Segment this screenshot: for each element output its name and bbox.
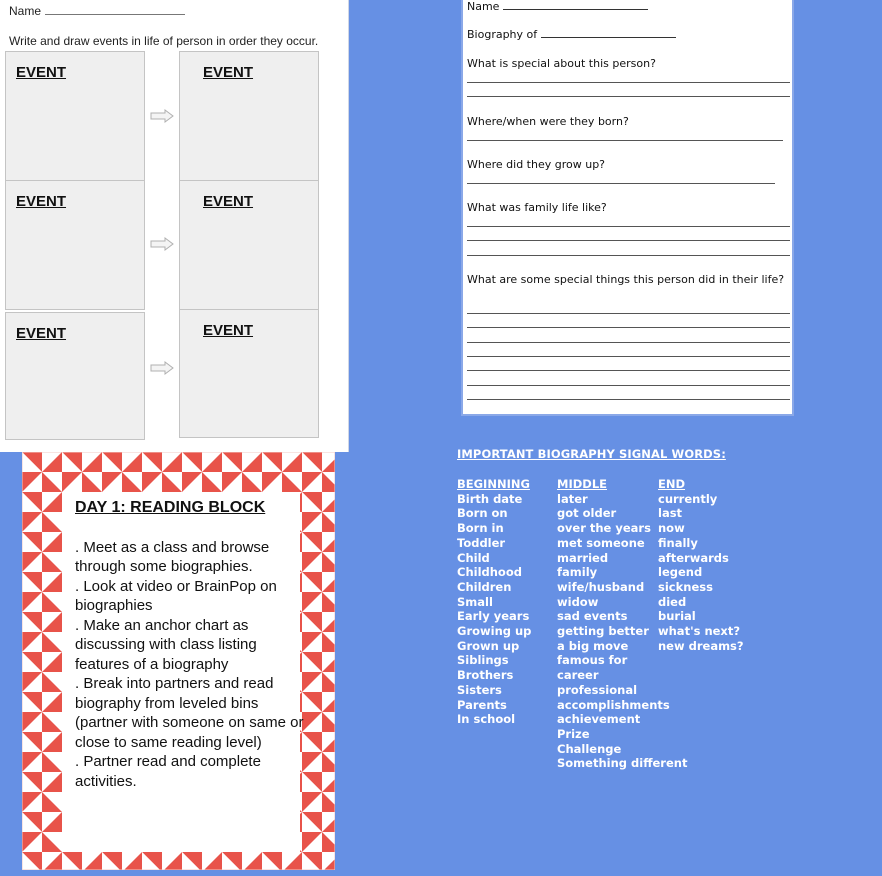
signal-word: family bbox=[557, 565, 598, 580]
column-header: END bbox=[658, 477, 686, 491]
answer-line[interactable] bbox=[467, 140, 783, 141]
answer-line[interactable] bbox=[467, 399, 790, 400]
column-header: MIDDLE bbox=[557, 477, 607, 491]
signal-word: new dreams? bbox=[658, 638, 744, 653]
signal-word: sad events bbox=[557, 609, 628, 624]
signal-word: Challenge bbox=[557, 741, 622, 756]
signal-word: burial bbox=[658, 609, 696, 624]
name-blank[interactable] bbox=[45, 4, 185, 15]
event-box[interactable] bbox=[5, 180, 145, 310]
answer-line[interactable] bbox=[467, 356, 790, 357]
signal-word: last bbox=[658, 506, 683, 521]
signal-word: finally bbox=[658, 535, 698, 550]
signal-word: Grown up bbox=[457, 638, 520, 653]
reading-block-content bbox=[75, 498, 305, 791]
reading-block-item: . Break into partners and read biography from leveled bins (partner with someone on same or close to same reading level) bbox=[75, 675, 304, 751]
signal-words-heading: IMPORTANT BIOGRAPHY SIGNAL WORDS: bbox=[457, 447, 726, 461]
biography-of-field[interactable] bbox=[467, 28, 676, 41]
answer-line[interactable] bbox=[467, 370, 790, 371]
answer-line[interactable] bbox=[467, 385, 790, 386]
signal-word: getting better bbox=[557, 624, 649, 639]
event-box[interactable] bbox=[179, 180, 319, 310]
answer-line[interactable] bbox=[467, 255, 790, 256]
question-born: Where/when were they born? bbox=[467, 115, 629, 128]
signal-word: Child bbox=[457, 550, 490, 565]
signal-word: Early years bbox=[457, 609, 530, 624]
event-box[interactable] bbox=[179, 51, 319, 181]
reading-block-item: . Partner read and complete activities. bbox=[75, 753, 261, 790]
right-arrow-icon bbox=[150, 109, 174, 123]
signal-word: sickness bbox=[658, 579, 713, 594]
signal-word: afterwards bbox=[658, 550, 729, 565]
signal-word: Parents bbox=[457, 697, 507, 712]
signal-word: over the years bbox=[557, 521, 651, 536]
reading-block-card bbox=[22, 452, 335, 870]
answer-line[interactable] bbox=[467, 342, 790, 343]
answer-line[interactable] bbox=[467, 327, 790, 328]
column-header: BEGINNING bbox=[457, 477, 530, 491]
signal-word: career bbox=[557, 668, 599, 683]
signal-word: got older bbox=[557, 506, 617, 521]
signal-word: currently bbox=[658, 491, 718, 506]
signal-word: what's next? bbox=[658, 624, 741, 639]
event-label: EVENT bbox=[203, 322, 254, 339]
signal-word: Born on bbox=[457, 506, 508, 521]
signal-word: Birth date bbox=[457, 491, 523, 506]
reading-block-title: DAY 1: READING BLOCK bbox=[75, 499, 266, 516]
name-field[interactable] bbox=[467, 0, 648, 13]
signal-word: legend bbox=[658, 565, 703, 580]
right-arrow-icon bbox=[150, 237, 174, 251]
reading-block-item: . Make an anchor chart as discussing with class listing features of a biography bbox=[75, 616, 257, 673]
signal-word: later bbox=[557, 491, 588, 506]
event-label: EVENT bbox=[203, 193, 254, 210]
event-label: EVENT bbox=[203, 64, 254, 81]
signal-word: married bbox=[557, 550, 609, 565]
reading-block-item: . Look at video or BrainPop on biographies bbox=[75, 577, 277, 614]
signal-word: Brothers bbox=[457, 668, 514, 683]
signal-word: accomplishments bbox=[557, 697, 670, 712]
signal-words-section bbox=[457, 447, 744, 771]
signal-word: Childhood bbox=[457, 565, 522, 580]
answer-line[interactable] bbox=[467, 240, 790, 241]
event-label: EVENT bbox=[16, 64, 67, 81]
event-label: EVENT bbox=[16, 325, 67, 342]
signal-word: met someone bbox=[557, 535, 645, 550]
right-arrow-icon bbox=[150, 361, 174, 375]
signal-word: widow bbox=[557, 594, 599, 609]
signal-word: wife/husband bbox=[557, 579, 645, 594]
signal-word: Sisters bbox=[457, 682, 502, 697]
signal-word: In school bbox=[457, 712, 516, 727]
name-field[interactable] bbox=[9, 4, 185, 18]
answer-line[interactable] bbox=[467, 226, 790, 227]
signal-word: Born in bbox=[457, 521, 504, 536]
answer-line[interactable] bbox=[467, 82, 790, 83]
event-box[interactable] bbox=[5, 51, 145, 181]
event-box[interactable] bbox=[179, 309, 319, 438]
answer-line[interactable] bbox=[467, 96, 790, 97]
event-sequence-worksheet bbox=[0, 0, 349, 452]
signal-column-end bbox=[658, 477, 744, 653]
biography-of-label: Biography of bbox=[467, 28, 538, 41]
signal-word: Prize bbox=[557, 726, 590, 741]
signal-word: a big move bbox=[557, 638, 629, 653]
signal-word: famous for bbox=[557, 653, 628, 668]
name-blank[interactable] bbox=[503, 0, 648, 10]
worksheet-instructions: Write and draw events in life of person in order they occur. bbox=[9, 34, 319, 48]
question-family-life: What was family life like? bbox=[467, 201, 607, 214]
signal-word: Children bbox=[457, 579, 512, 594]
signal-word: Growing up bbox=[457, 624, 532, 639]
signal-word: Toddler bbox=[457, 535, 506, 550]
biography-of-blank[interactable] bbox=[541, 28, 676, 38]
name-label: Name bbox=[9, 4, 42, 18]
signal-word: Siblings bbox=[457, 653, 509, 668]
signal-word: now bbox=[658, 521, 685, 536]
signal-word: professional bbox=[557, 682, 638, 697]
event-box[interactable] bbox=[5, 312, 145, 440]
signal-word: achievement bbox=[557, 712, 641, 727]
name-label: Name bbox=[467, 0, 500, 13]
question-special-things: What are some special things this person did in their life? bbox=[467, 273, 785, 286]
answer-line[interactable] bbox=[467, 313, 790, 314]
signal-column-beginning bbox=[457, 477, 531, 727]
reading-block-item: . Meet as a class and browse through some biographies. bbox=[75, 538, 270, 575]
biography-questions-worksheet bbox=[461, 0, 794, 416]
question-special: What is special about this person? bbox=[467, 57, 656, 70]
signal-word: Small bbox=[457, 594, 493, 609]
event-label: EVENT bbox=[16, 193, 67, 210]
signal-word: died bbox=[658, 594, 687, 609]
answer-line[interactable] bbox=[467, 183, 775, 184]
signal-word: Something different bbox=[557, 756, 688, 771]
question-grow-up: Where did they grow up? bbox=[467, 158, 606, 171]
